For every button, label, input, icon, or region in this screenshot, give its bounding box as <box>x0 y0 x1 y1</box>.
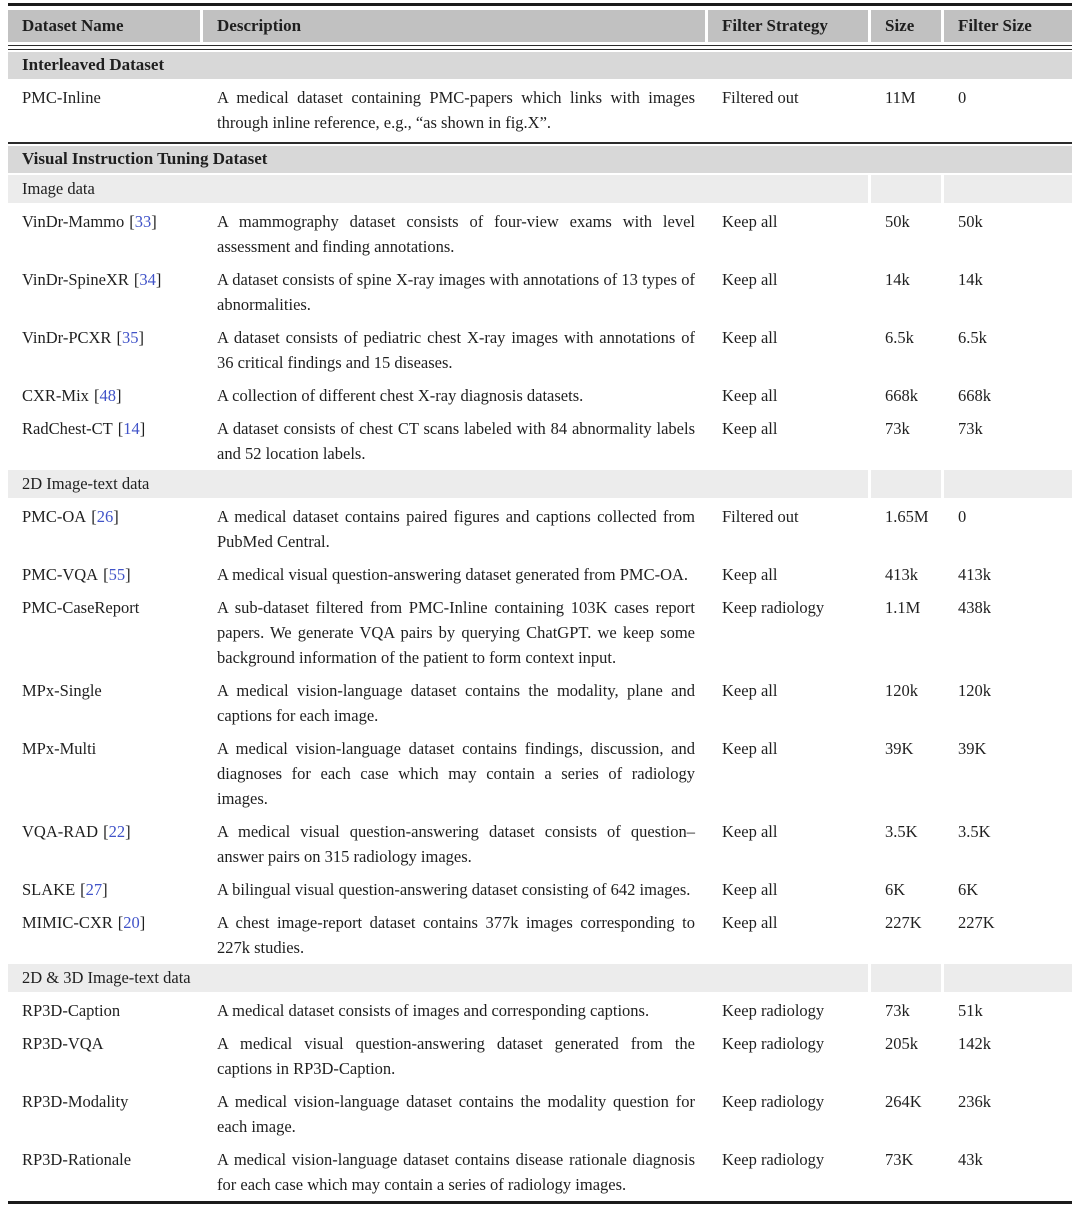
citation-open-bracket: [ <box>117 913 124 932</box>
citation-link[interactable] <box>80 880 108 899</box>
filter-strategy-cell: Keep radiology <box>705 1143 868 1201</box>
description-cell: A medical vision-language dataset contains the modality question for each image. <box>200 1085 705 1143</box>
filter-size-cell: 3.5K <box>941 815 1072 873</box>
filter-size-cell: 14k <box>941 263 1072 321</box>
citation-number: 34 <box>139 270 156 289</box>
dataset-name: MIMIC-CXR <box>22 913 113 932</box>
citation-link[interactable] <box>103 822 131 841</box>
subsection-spacer-cell <box>868 964 941 994</box>
citation-number: 33 <box>134 212 152 231</box>
citation-link[interactable] <box>118 913 146 932</box>
citation-number: 26 <box>96 507 114 526</box>
description-cell: A medical dataset contains paired figures and captions collected from PubMed Central. <box>200 500 705 558</box>
subsection-spacer-cell <box>941 964 1072 994</box>
size-cell: 73K <box>868 1143 941 1201</box>
size-cell: 120k <box>868 674 941 732</box>
dataset-name-cell <box>8 500 200 558</box>
description-cell: A sub-dataset filtered from PMC-Inline containing 103K cases report papers. We generate VQA pairs by querying ChatGPT. we keep some background information of the patient to form context input. <box>200 591 705 674</box>
dataset-name-cell <box>8 1143 200 1201</box>
dataset-name-cell <box>8 674 200 732</box>
filter-strategy-cell: Keep all <box>705 412 868 470</box>
citation-close-bracket: ] <box>138 328 144 347</box>
dataset-name-cell <box>8 732 200 815</box>
citation-link[interactable] <box>94 386 122 405</box>
description-cell: A dataset consists of pediatric chest X-ray images with annotations of 36 critical findings and 15 diseases. <box>200 321 705 379</box>
dataset-name: PMC-CaseReport <box>22 598 140 617</box>
filter-size-cell: 50k <box>941 205 1072 263</box>
citation-number: 55 <box>108 565 126 584</box>
dataset-name-cell <box>8 321 200 379</box>
filter-strategy-cell: Keep all <box>705 815 868 873</box>
subsection-spacer-cell <box>941 470 1072 500</box>
dataset-name: PMC-Inline <box>22 88 101 107</box>
dataset-row <box>8 558 1072 591</box>
description-cell: A dataset consists of spine X-ray images with annotations of 13 types of abnormalities. <box>200 263 705 321</box>
dataset-row <box>8 674 1072 732</box>
description-cell: A medical visual question-answering dataset generated from the captions in RP3D-Caption. <box>200 1027 705 1085</box>
filter-size-cell: 142k <box>941 1027 1072 1085</box>
dataset-name: MPx-Single <box>22 681 102 700</box>
citation-number: 27 <box>85 880 103 899</box>
dataset-name-cell <box>8 379 200 412</box>
citation-open-bracket: [ <box>103 565 109 584</box>
filter-strategy-cell: Keep all <box>705 558 868 591</box>
filter-size-cell: 39K <box>941 732 1072 815</box>
filter-size-cell: 73k <box>941 412 1072 470</box>
dataset-row <box>8 906 1072 964</box>
dataset-row <box>8 81 1072 139</box>
filter-strategy-cell: Keep all <box>705 674 868 732</box>
description-cell: A medical dataset consists of images and corresponding captions. <box>200 994 705 1027</box>
subsection-title: Image data <box>8 175 868 205</box>
size-cell: 39K <box>868 732 941 815</box>
subsection-spacer-cell <box>868 175 941 205</box>
filter-size-cell: 51k <box>941 994 1072 1027</box>
dataset-table <box>8 3 1072 1204</box>
citation-close-bracket: ] <box>115 386 122 405</box>
filter-size-cell: 438k <box>941 591 1072 674</box>
description-cell: A medical visual question-answering dataset consists of question–answer pairs on 315 radiology images. <box>200 815 705 873</box>
size-cell: 668k <box>868 379 941 412</box>
description-cell: A mammography dataset consists of four-view exams with level assessment and finding annotations. <box>200 205 705 263</box>
dataset-row <box>8 815 1072 873</box>
size-cell: 14k <box>868 263 941 321</box>
filter-strategy-cell: Keep all <box>705 379 868 412</box>
dataset-name: RP3D-Rationale <box>22 1150 132 1169</box>
section-title: Visual Instruction Tuning Dataset <box>8 144 1072 175</box>
citation-close-bracket: ] <box>125 822 131 841</box>
description-cell: A collection of different chest X-ray diagnosis datasets. <box>200 379 705 412</box>
dataset-name: PMC-VQA <box>22 565 99 584</box>
column-header-dataset-name: Dataset Name <box>8 6 200 45</box>
header-row <box>8 6 1072 45</box>
size-cell: 3.5K <box>868 815 941 873</box>
citation-open-bracket: [ <box>129 212 135 231</box>
dataset-name-cell <box>8 815 200 873</box>
dataset-name-cell <box>8 205 200 263</box>
dataset-name-cell <box>8 81 200 139</box>
citation-open-bracket: [ <box>80 880 86 899</box>
dataset-row <box>8 994 1072 1027</box>
dataset-row <box>8 591 1072 674</box>
size-cell: 11M <box>868 81 941 139</box>
description-cell: A medical visual question-answering dataset generated from PMC-OA. <box>200 558 705 591</box>
filter-strategy-cell: Keep all <box>705 263 868 321</box>
citation-number: 20 <box>123 913 140 932</box>
filter-strategy-cell: Keep all <box>705 906 868 964</box>
filter-size-cell: 413k <box>941 558 1072 591</box>
dataset-name-cell <box>8 591 200 674</box>
dataset-name-cell <box>8 1027 200 1085</box>
citation-number: 14 <box>123 419 140 438</box>
description-cell: A chest image-report dataset contains 377k images corresponding to 227k studies. <box>200 906 705 964</box>
dataset-row <box>8 1143 1072 1201</box>
dataset-row <box>8 873 1072 906</box>
filter-size-cell: 120k <box>941 674 1072 732</box>
page <box>0 3 1080 1204</box>
citation-number: 22 <box>108 822 126 841</box>
size-cell: 50k <box>868 205 941 263</box>
column-header-filter-strategy: Filter Strategy <box>705 6 868 45</box>
citation-link[interactable] <box>116 328 144 347</box>
citation-close-bracket: ] <box>155 270 162 289</box>
dataset-name-cell <box>8 263 200 321</box>
filter-strategy-cell: Keep radiology <box>705 591 868 674</box>
description-cell: A medical vision-language dataset contains findings, discussion, and diagnoses for each case which may contain a series of radiology images. <box>200 732 705 815</box>
dataset-row <box>8 321 1072 379</box>
citation-open-bracket: [ <box>103 822 109 841</box>
dataset-name: RP3D-VQA <box>22 1034 104 1053</box>
filter-strategy-cell: Filtered out <box>705 81 868 139</box>
filter-strategy-cell: Keep radiology <box>705 1027 868 1085</box>
dataset-row <box>8 732 1072 815</box>
dataset-name: PMC-OA <box>22 507 87 526</box>
filter-size-cell: 6K <box>941 873 1072 906</box>
dataset-name: VinDr-SpineXR <box>22 270 129 289</box>
subsection-spacer-cell <box>868 470 941 500</box>
subsection-header-row <box>8 470 1072 500</box>
citation-open-bracket: [ <box>116 328 122 347</box>
subsection-title: 2D Image-text data <box>8 470 868 500</box>
dataset-row <box>8 205 1072 263</box>
dataset-name: RadChest-CT <box>22 419 113 438</box>
citation-close-bracket: ] <box>139 419 146 438</box>
dataset-name-cell <box>8 558 200 591</box>
filter-strategy-cell: Keep all <box>705 732 868 815</box>
citation-link[interactable] <box>118 419 146 438</box>
filter-size-cell: 0 <box>941 81 1072 139</box>
filter-strategy-cell: Keep all <box>705 321 868 379</box>
section-header-row <box>8 50 1072 81</box>
citation-close-bracket: ] <box>151 212 157 231</box>
subsection-title: 2D & 3D Image-text data <box>8 964 868 994</box>
filter-size-cell: 668k <box>941 379 1072 412</box>
dataset-row <box>8 379 1072 412</box>
filter-size-cell: 6.5k <box>941 321 1072 379</box>
dataset-row <box>8 263 1072 321</box>
citation-close-bracket: ] <box>102 880 108 899</box>
dataset-name: VQA-RAD <box>22 822 99 841</box>
size-cell: 227K <box>868 906 941 964</box>
filter-strategy-cell: Keep all <box>705 873 868 906</box>
subsection-spacer-cell <box>941 175 1072 205</box>
filter-size-cell: 236k <box>941 1085 1072 1143</box>
column-header-filter-size: Filter Size <box>941 6 1072 45</box>
filter-size-cell: 0 <box>941 500 1072 558</box>
description-cell: A medical dataset containing PMC-papers which links with images through inline reference, e.g., “as shown in fig.X”. <box>200 81 705 139</box>
dataset-name-cell <box>8 412 200 470</box>
citation-open-bracket: [ <box>133 270 140 289</box>
size-cell: 73k <box>868 412 941 470</box>
dataset-name-cell <box>8 1085 200 1143</box>
subsection-header-row <box>8 964 1072 994</box>
citation-link[interactable] <box>91 507 119 526</box>
size-cell: 264K <box>868 1085 941 1143</box>
section-header-row <box>8 144 1072 175</box>
filter-strategy-cell: Keep all <box>705 205 868 263</box>
dataset-row <box>8 1027 1072 1085</box>
citation-number: 48 <box>99 386 116 405</box>
column-header-description: Description <box>200 6 705 45</box>
citation-close-bracket: ] <box>113 507 119 526</box>
description-cell: A dataset consists of chest CT scans labeled with 84 abnormality labels and 52 location labels. <box>200 412 705 470</box>
dataset-name-cell <box>8 873 200 906</box>
dataset-name: VinDr-Mammo <box>22 212 125 231</box>
description-cell: A bilingual visual question-answering dataset consisting of 642 images. <box>200 873 705 906</box>
size-cell: 6K <box>868 873 941 906</box>
dataset-name-cell <box>8 906 200 964</box>
dataset-name: SLAKE <box>22 880 76 899</box>
dataset-name: RP3D-Modality <box>22 1092 129 1111</box>
dataset-row <box>8 1085 1072 1143</box>
dataset-row <box>8 412 1072 470</box>
filter-strategy-cell: Filtered out <box>705 500 868 558</box>
column-header-size: Size <box>868 6 941 45</box>
citation-close-bracket: ] <box>125 565 131 584</box>
size-cell: 1.65M <box>868 500 941 558</box>
citation-link[interactable] <box>129 212 157 231</box>
subsection-header-row <box>8 175 1072 205</box>
size-cell: 6.5k <box>868 321 941 379</box>
paper-page <box>0 3 1080 1204</box>
citation-number: 35 <box>121 328 139 347</box>
dataset-name: CXR-Mix <box>22 386 89 405</box>
size-cell: 73k <box>868 994 941 1027</box>
filter-strategy-cell: Keep radiology <box>705 1085 868 1143</box>
citation-link[interactable] <box>103 565 131 584</box>
section-title: Interleaved Dataset <box>8 50 1072 81</box>
citation-open-bracket: [ <box>117 419 124 438</box>
citation-open-bracket: [ <box>93 386 100 405</box>
citation-link[interactable] <box>134 270 162 289</box>
filter-strategy-cell: Keep radiology <box>705 994 868 1027</box>
dataset-name-cell <box>8 994 200 1027</box>
citation-close-bracket: ] <box>139 913 146 932</box>
filter-size-cell: 227K <box>941 906 1072 964</box>
description-cell: A medical vision-language dataset contains disease rationale diagnosis for each case which may contain a series of radiology images. <box>200 1143 705 1201</box>
dataset-name: RP3D-Caption <box>22 1001 121 1020</box>
size-cell: 1.1M <box>868 591 941 674</box>
dataset-row <box>8 500 1072 558</box>
size-cell: 413k <box>868 558 941 591</box>
filter-size-cell: 43k <box>941 1143 1072 1201</box>
size-cell: 205k <box>868 1027 941 1085</box>
description-cell: A medical vision-language dataset contains the modality, plane and captions for each image. <box>200 674 705 732</box>
dataset-name: MPx-Multi <box>22 739 97 758</box>
citation-open-bracket: [ <box>91 507 97 526</box>
dataset-name: VinDr-PCXR <box>22 328 112 347</box>
